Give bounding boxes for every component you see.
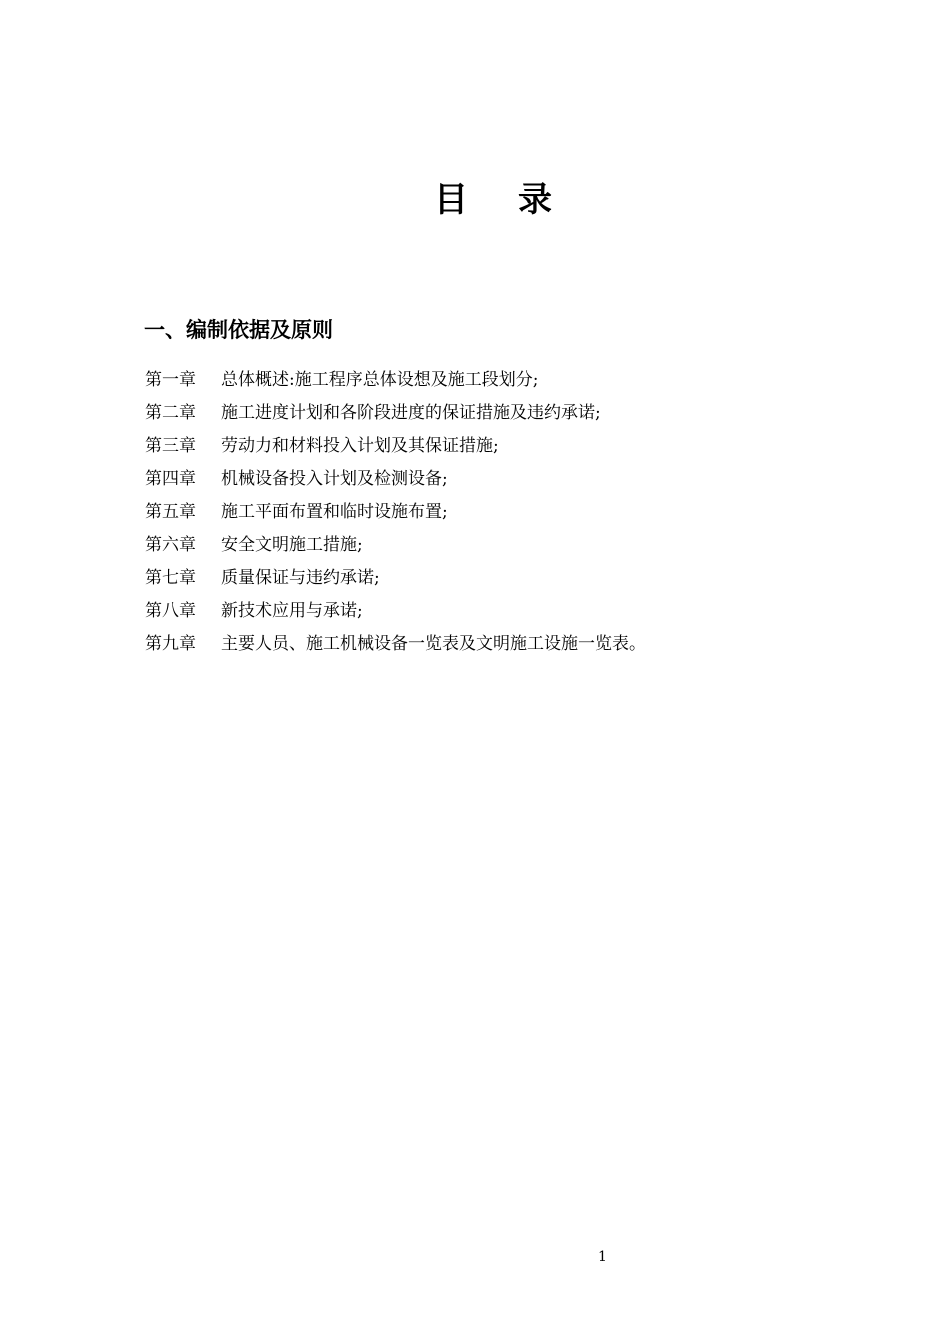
page-title: 目录	[434, 180, 602, 220]
toc-chapter-title: 安全文明施工措施;	[221, 535, 363, 555]
toc-chapter-title: 施工平面布置和临时设施布置;	[221, 502, 448, 522]
toc-item	[145, 430, 646, 463]
toc-chapter-title: 施工进度计划和各阶段进度的保证措施及违约承诺;	[221, 403, 601, 423]
toc-item	[145, 397, 646, 430]
toc-chapter-number: 第二章	[145, 403, 196, 423]
toc-chapter-number: 第九章	[145, 634, 196, 654]
toc-chapter-number: 第七章	[145, 568, 196, 588]
toc-chapter-title: 劳动力和材料投入计划及其保证措施;	[221, 436, 499, 456]
toc-item	[145, 496, 646, 529]
toc-chapter-number: 第三章	[145, 436, 196, 456]
toc-item	[145, 595, 646, 628]
toc-chapter-number: 第一章	[145, 370, 196, 390]
table-of-contents	[145, 364, 646, 661]
toc-chapter-title: 质量保证与违约承诺;	[221, 568, 380, 588]
toc-chapter-number: 第五章	[145, 502, 196, 522]
toc-item	[145, 529, 646, 562]
toc-chapter-title: 总体概述:施工程序总体设想及施工段划分;	[221, 370, 539, 390]
toc-chapter-number: 第六章	[145, 535, 196, 555]
toc-chapter-number: 第四章	[145, 469, 196, 489]
page-number: 1	[598, 1249, 607, 1265]
toc-item	[145, 364, 646, 397]
toc-item	[145, 562, 646, 595]
section-heading: 一、编制依据及原则	[144, 318, 333, 342]
toc-chapter-title: 主要人员、施工机械设备一览表及文明施工设施一览表。	[221, 634, 646, 654]
toc-item	[145, 463, 646, 496]
toc-chapter-number: 第八章	[145, 601, 196, 621]
toc-chapter-title: 机械设备投入计划及检测设备;	[221, 469, 448, 489]
toc-item	[145, 628, 646, 661]
toc-chapter-title: 新技术应用与承诺;	[221, 601, 363, 621]
